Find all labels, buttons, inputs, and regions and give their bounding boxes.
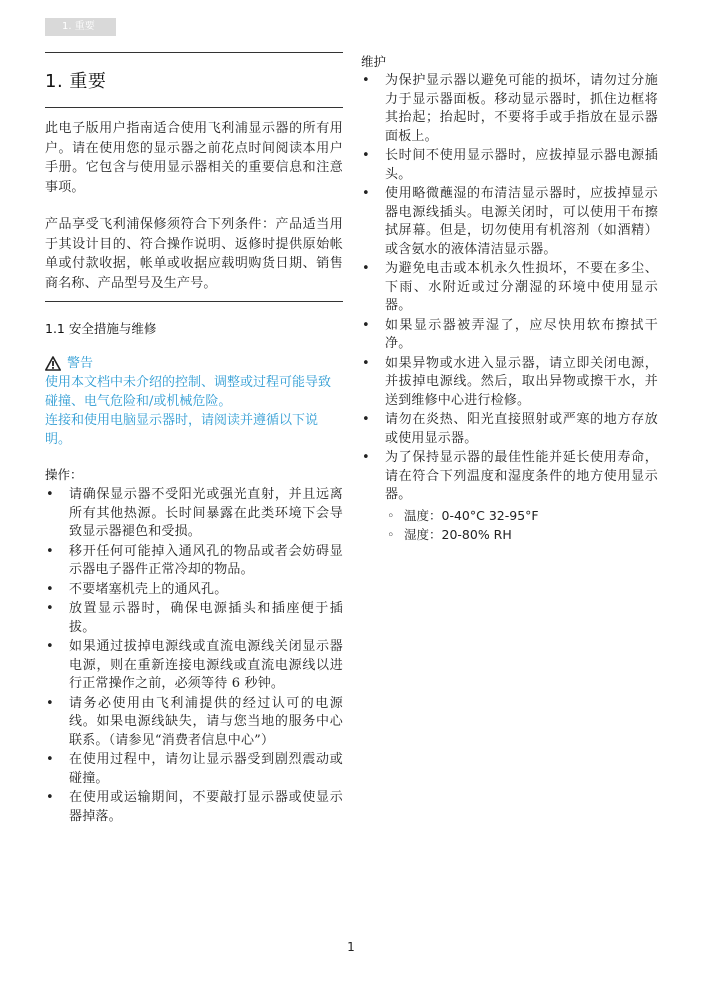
- condition-item: ◦ 温度：0-40°C 32-95°F: [387, 506, 658, 525]
- chapter-title: 1. 重要: [45, 71, 107, 92]
- maintenance-list: [361, 72, 658, 505]
- title-rule: [45, 107, 343, 108]
- operation-list: [45, 486, 343, 826]
- list-item: • 为了保持显示器的最佳性能并延长使用寿命，请在符合下列温度和湿度条件的地方使用显示器。: [361, 449, 658, 505]
- intro-paragraph: 此电子版用户指南适合使用飞利浦显示器的所有用户。请在使用您的显示器之前花点时间阅读本用户手册。它包含与使用显示器相关的重要信息和注意事项。: [45, 121, 343, 195]
- section-title: 1.1 安全措施与维修: [45, 321, 157, 336]
- warning-triangle-icon: [45, 356, 61, 371]
- list-item: • 如果通过拔掉电源线或直流电源线关闭显示器电源，则在重新连接电源线或直流电源线以进行正常操作之前，必须等待 6 秒钟。: [45, 638, 343, 694]
- list-item: • 在使用或运输期间，不要敲打显示器或使显示器掉落。: [45, 789, 343, 826]
- chapter-tab: 1. 重要: [45, 18, 116, 36]
- list-item: • 如果显示器被弄湿了，应尽快用软布擦拭干净。: [361, 317, 658, 354]
- warning-text-2: 连接和使用电脑显示器时，请阅读并遵循以下说明。: [45, 413, 319, 447]
- list-item: • 为避免电击或本机永久性损坏，不要在多尘、下雨、水附近或过分潮湿的环境中使用显示器。: [361, 260, 658, 316]
- warning-label: 警告: [67, 356, 94, 371]
- list-item: • 为保护显示器以避免可能的损坏，请勿过分施力于显示器面板。移动显示器时，抓住边框将其抬起；抬起时，不要将手或手指放在显示器面板上。: [361, 72, 658, 146]
- section-rule: [45, 301, 343, 302]
- top-rule: [45, 52, 343, 53]
- list-item: • 请务必使用由飞利浦提供的经过认可的电源线。如果电源线缺失，请与您当地的服务中心联系。（请参见“消费者信息中心”）: [45, 695, 343, 751]
- conditions-list: [361, 506, 658, 544]
- list-item: • 请确保显示器不受阳光或强光直射，并且远离所有其他热源。长时间暴露在此类环境下会导致显示器褪色和受损。: [45, 486, 343, 542]
- condition-item: ◦ 湿度：20-80% RH: [387, 525, 658, 544]
- left-column: [45, 52, 343, 827]
- list-item: • 请勿在炎热、阳光直接照射或严寒的地方存放或使用显示器。: [361, 411, 658, 448]
- warranty-paragraph: 产品享受飞利浦保修须符合下列条件：产品适当用于其设计目的、符合操作说明、返修时提供原始帐单或付款收据，帐单或收据应载明购货日期、销售商名称、产品型号及生产号。: [45, 217, 343, 291]
- warning-text-1: 使用本文档中未介绍的控制、调整或过程可能导致碰撞、电气危险和/或机械危险。: [45, 375, 332, 409]
- operation-heading: 操作：: [45, 467, 83, 482]
- warning-heading: [45, 354, 343, 373]
- warning-block: [45, 354, 343, 449]
- list-item: • 在使用过程中，请勿让显示器受到剧烈震动或碰撞。: [45, 751, 343, 788]
- list-item: • 使用略微蘸湿的布清洁显示器时，应拔掉显示器电源线插头。电源关闭时，可以使用干布擦拭屏幕。但是，切勿使用有机溶剂（如酒精）或含氨水的液体清洁显示器。: [361, 185, 658, 259]
- right-column: [361, 52, 658, 544]
- list-item: • 放置显示器时，确保电源插头和插座便于插拔。: [45, 600, 343, 637]
- page-number: 1: [347, 940, 355, 954]
- list-item: • 移开任何可能掉入通风孔的物品或者会妨碍显示器电子器件正常冷却的物品。: [45, 543, 343, 580]
- list-item: • 如果异物或水进入显示器，请立即关闭电源，并拔掉电源线。然后，取出异物或擦干水，并送到维修中心进行检修。: [361, 355, 658, 411]
- maintenance-heading: 维护: [361, 54, 387, 69]
- list-item: • 不要堵塞机壳上的通风孔。: [45, 581, 343, 600]
- list-item: • 长时间不使用显示器时，应拔掉显示器电源插头。: [361, 147, 658, 184]
